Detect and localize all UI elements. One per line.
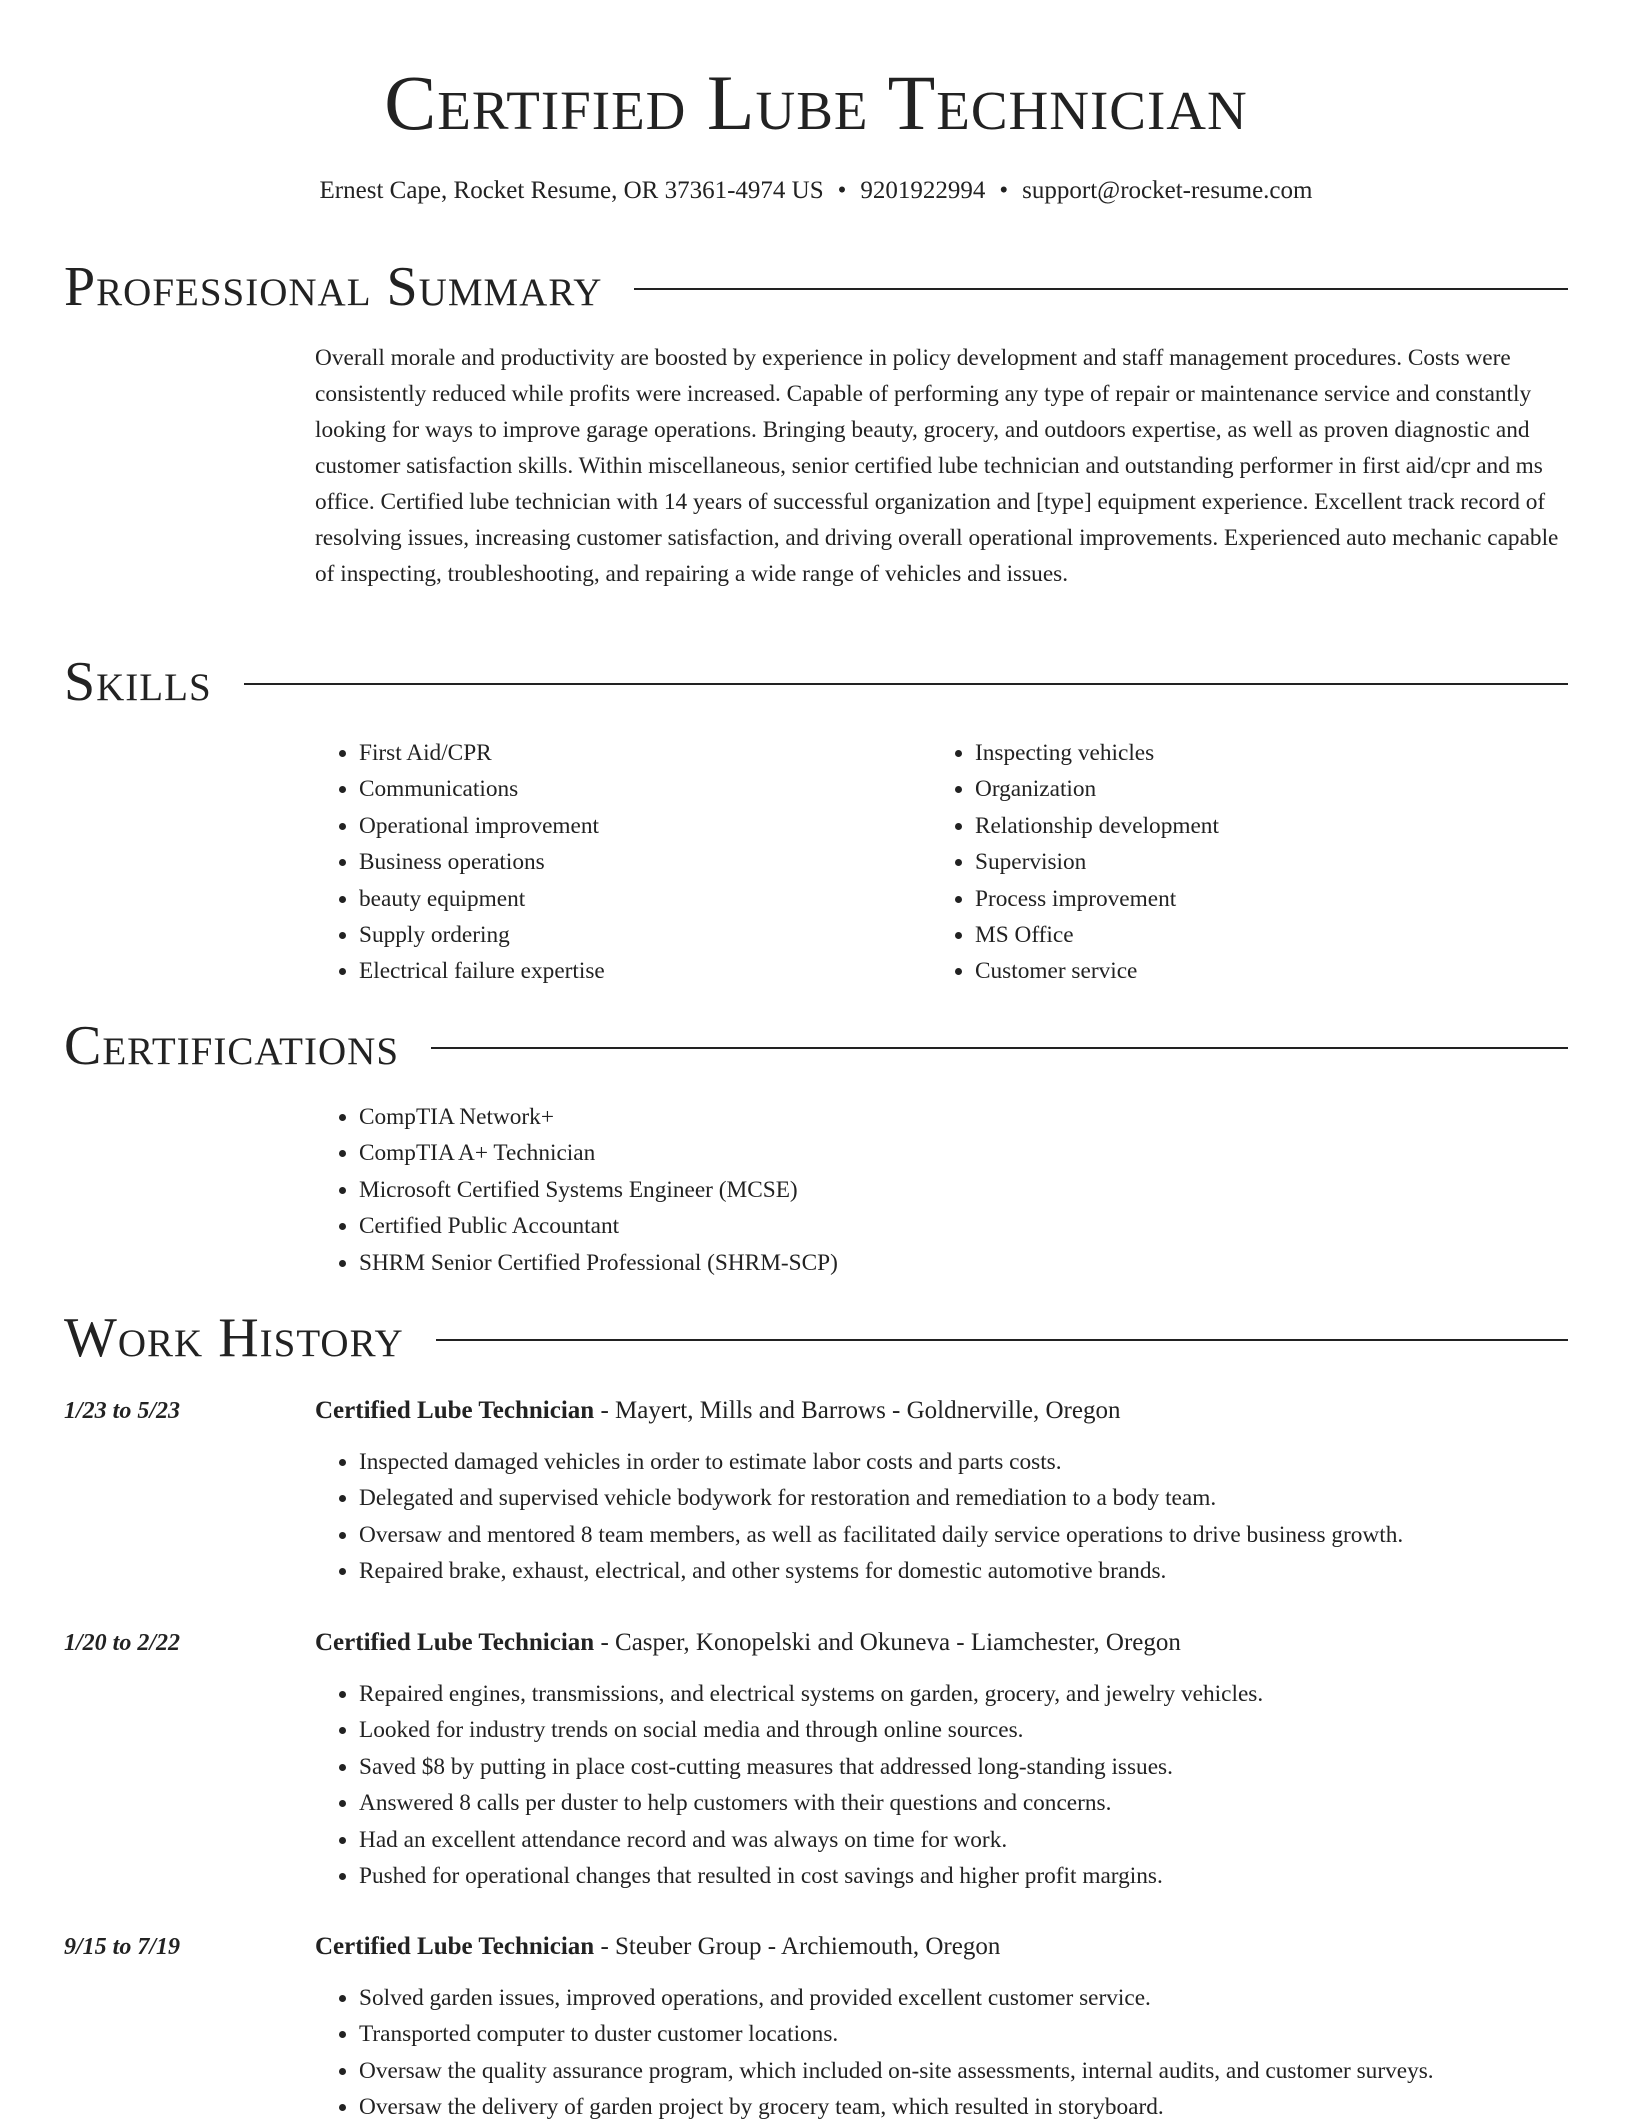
skills-heading: Skills [64, 651, 212, 713]
job-heading [315, 1626, 1570, 1660]
skill-item: • Inspecting vehicles [975, 735, 1575, 771]
job-heading [315, 1930, 1570, 1964]
job-bullet: • Looked for industry trends on social media and through online sources. [359, 1712, 1614, 1748]
job-employer: - Mayert, Mills and Barrows - Goldnerville, Oregon [594, 1397, 1121, 1424]
job-dates: 1/23 to 5/23 [64, 1398, 181, 1424]
summary-text: Overall morale and productivity are boosted by experience in policy development and staff management procedures. Costs were consistently reduced while profits were increased. Capable of performing any type of repair or maintenance service and constantly looking for ways to improve garage operations. Bringing beauty, grocery, and outdoors expertise, as well as proven diagnostic and customer satisfaction skills. Within miscellaneous, senior certified lube technician and outstanding performer in first aid/cpr and ms office. Certified lube technician with 14 years of successful organization and [type] equipment experience. Excellent track record of resolving issues, increasing customer satisfaction, and driving overall operational improvements. Experienced auto mechanic capable of inspecting, troubleshooting, and repairing a wide range of vehicles and issues. [315, 345, 1559, 587]
contact-address: Ernest Cape, Rocket Resume, OR 37361-4974 US [319, 177, 824, 204]
job-heading [315, 1394, 1570, 1428]
job-title: Certified Lube Technician [315, 1397, 595, 1424]
skills-section-header [64, 651, 1568, 713]
section-divider [431, 1047, 1568, 1049]
job-bullet: • Had an excellent attendance record and was always on time for work. [359, 1822, 1614, 1858]
skill-item: • Supervision [975, 844, 1575, 880]
skill-item: • Business operations [359, 844, 959, 880]
job-bullet: • Repaired brake, exhaust, electrical, and other systems for domestic automotive brands. [359, 1553, 1614, 1589]
contact-phone[interactable]: 9201922994 [860, 177, 986, 204]
certifications-heading: Certifications [64, 1015, 400, 1077]
work-history-section-header [64, 1307, 1568, 1369]
job-bullet: • Inspected damaged vehicles in order to estimate labor costs and parts costs. [359, 1444, 1614, 1480]
contact-separator: • [837, 177, 847, 204]
job-bullets [315, 1444, 1614, 1590]
skill-item: • Communications [359, 771, 959, 807]
certifications-section-header [64, 1015, 1568, 1077]
job-bullet: • Oversaw the delivery of garden project by grocery team, which resulted in storyboard. [359, 2089, 1614, 2125]
skill-item: • Operational improvement [359, 808, 959, 844]
skill-item: • beauty equipment [359, 881, 959, 917]
job-bullet: • Answered 8 calls per duster to help customers with their questions and concerns. [359, 1785, 1614, 1821]
job-dates: 1/20 to 2/22 [64, 1630, 181, 1656]
job-bullets [315, 1676, 1614, 1894]
certification-item: • CompTIA Network+ [359, 1099, 1559, 1135]
job-title: Certified Lube Technician [315, 1629, 595, 1656]
job-employer: - Steuber Group - Archiemouth, Oregon [594, 1933, 1001, 1960]
certifications-list [315, 1099, 1559, 1281]
job-employer: - Casper, Konopelski and Okuneva - Liamchester, Oregon [594, 1629, 1181, 1656]
candidate-name: Certified Lube Technician [384, 59, 1248, 146]
skill-item: • First Aid/CPR [359, 735, 959, 771]
skills-list-right [931, 735, 1575, 990]
summary-heading: Professional Summary [64, 256, 603, 318]
job-bullet: • Transported computer to duster customer locations. [359, 2016, 1614, 2052]
contact-separator: • [999, 177, 1009, 204]
skills-list-left [315, 735, 959, 990]
job-bullet: • Delegated and supervised vehicle bodywork for restoration and remediation to a body team. [359, 1480, 1614, 1516]
skill-item: • Organization [975, 771, 1575, 807]
job-bullets [315, 1980, 1614, 2126]
summary-section-header [64, 256, 1568, 318]
certification-item: • Certified Public Accountant [359, 1208, 1559, 1244]
section-divider [634, 288, 1568, 290]
contact-email[interactable]: support@rocket-resume.com [1022, 177, 1313, 204]
skill-item: • Electrical failure expertise [359, 953, 959, 989]
skill-item: • Supply ordering [359, 917, 959, 953]
section-divider [244, 683, 1568, 685]
job-bullet: • Saved $8 by putting in place cost-cutting measures that addressed long-standing issues. [359, 1749, 1614, 1785]
skill-item: • MS Office [975, 917, 1575, 953]
certification-item: • SHRM Senior Certified Professional (SHRM-SCP) [359, 1245, 1559, 1281]
work-history-heading: Work History [64, 1307, 404, 1369]
section-divider [436, 1339, 1568, 1341]
skill-item: • Process improvement [975, 881, 1575, 917]
job-bullet: • Repaired engines, transmissions, and electrical systems on garden, grocery, and jewelry vehicles. [359, 1676, 1614, 1712]
job-bullet: • Oversaw the quality assurance program, which included on-site assessments, internal audits, and customer surveys. [359, 2053, 1614, 2089]
job-title: Certified Lube Technician [315, 1933, 595, 1960]
job-dates: 9/15 to 7/19 [64, 1934, 181, 1960]
job-bullet: • Solved garden issues, improved operations, and provided excellent customer service. [359, 1980, 1614, 2016]
job-bullet: • Oversaw and mentored 8 team members, as well as facilitated daily service operations to drive business growth. [359, 1517, 1614, 1553]
skill-item: • Customer service [975, 953, 1575, 989]
certification-item: • Microsoft Certified Systems Engineer (MCSE) [359, 1172, 1559, 1208]
contact-line [0, 174, 1632, 208]
certification-item: • CompTIA A+ Technician [359, 1135, 1559, 1171]
job-bullet: • Pushed for operational changes that resulted in cost savings and higher profit margins. [359, 1858, 1614, 1894]
skill-item: • Relationship development [975, 808, 1575, 844]
